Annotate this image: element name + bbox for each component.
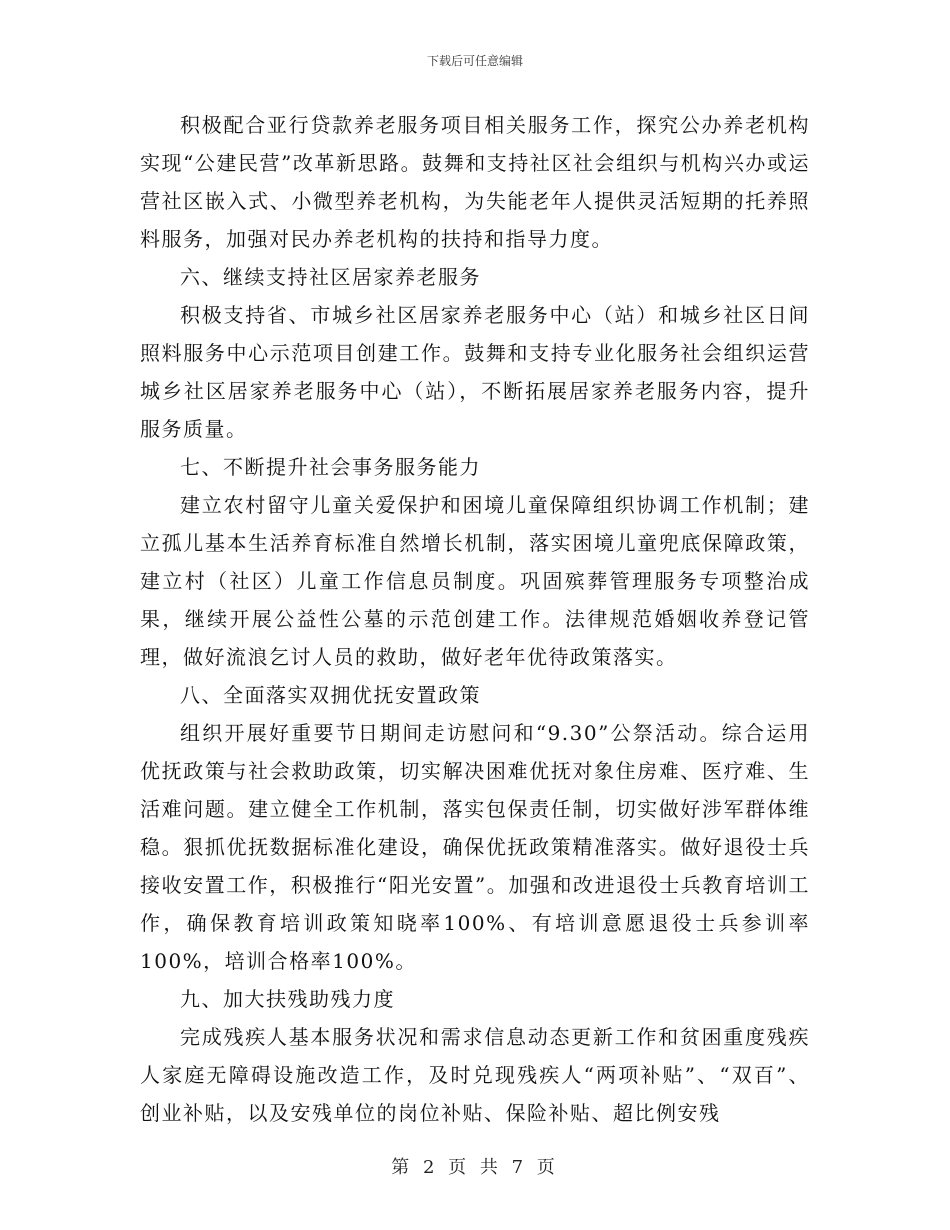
paragraph: 积极配合亚行贷款养老服务项目相关服务工作，探究公办养老机构实现“公建民营”改革新思路。鼓舞和支持社区社会组织与机构兴办或运营社区嵌入式、小微型养老机构，为失能老年人提供灵活短期的托养照料服务，加强对民办养老机构的扶持和指导力度。 [140, 113, 810, 251]
section-heading: 六、继续支持社区居家养老服务 [180, 265, 481, 289]
document-body [140, 106, 810, 1132]
section-heading: 七、不断提升社会事务服务能力 [180, 455, 481, 479]
section-heading: 八、全面落实双拥优抚安置政策 [180, 683, 481, 707]
page-number-footer: 第 2 页 共 7 页 [391, 1157, 559, 1178]
section-heading: 九、加大扶残助残力度 [180, 987, 395, 1011]
paragraph: 组织开展好重要节日期间走访慰问和“9.30”公祭活动。综合运用优抚政策与社会救助政策，切实解决困难优抚对象住房难、医疗难、生活难问题。建立健全工作机制，落实包保责任制，切实做好涉军群体维稳。狠抓优抚数据标准化建设，确保优抚政策精准落实。做好退役士兵接收安置工作，积极推行“阳光安置”。加强和改进退役士兵教育培训工作，确保教育培训政策知晓率100%、有培训意愿退役士兵参训率100%，培训合格率100%。 [140, 721, 810, 973]
page-header: 下载后可任意编辑 [426, 54, 523, 68]
paragraph: 建立农村留守儿童关爱保护和困境儿童保障组织协调工作机制；建立孤儿基本生活养育标准自然增长机制，落实困境儿童兜底保障政策，建立村（社区）儿童工作信息员制度。巩固殡葬管理服务专项整治成果，继续开展公益性公墓的示范创建工作。法律规范婚姻收养登记管理，做好流浪乞讨人员的救助，做好老年优待政策落实。 [140, 493, 810, 669]
paragraph: 完成残疾人基本服务状况和需求信息动态更新工作和贫困重度残疾人家庭无障碍设施改造工作，及时兑现残疾人“两项补贴”、“双百”、创业补贴，以及安残单位的岗位补贴、保险补贴、超比例安残 [140, 1025, 810, 1125]
paragraph: 积极支持省、市城乡社区居家养老服务中心（站）和城乡社区日间照料服务中心示范项目创建工作。鼓舞和支持专业化服务社会组织运营城乡社区居家养老服务中心（站），不断拓展居家养老服务内容，提升服务质量。 [140, 303, 810, 441]
